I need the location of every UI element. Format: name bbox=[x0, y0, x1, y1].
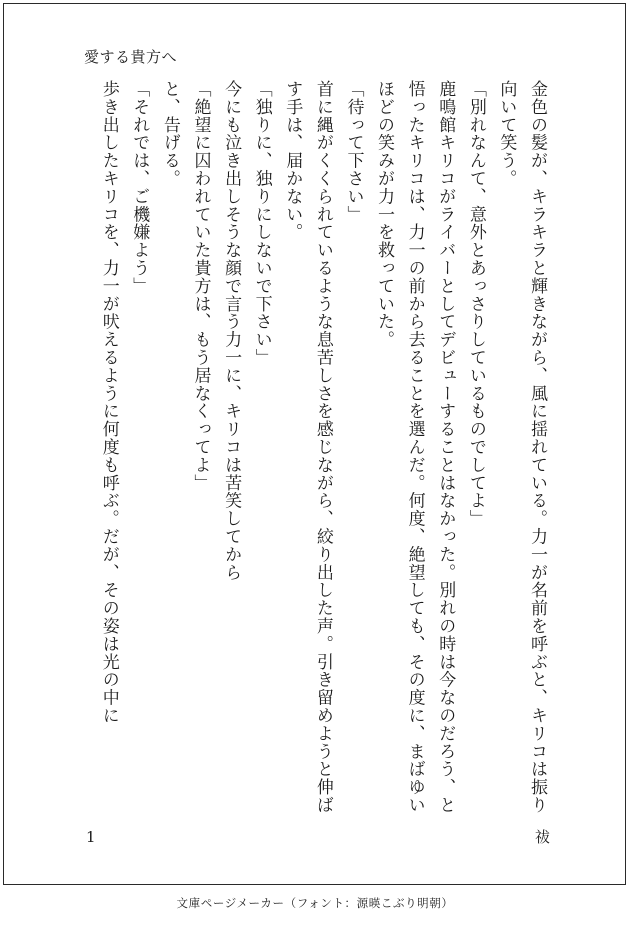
page-number: 1 bbox=[86, 828, 96, 846]
paragraph: 「独りに、独りにしないで下さい」 bbox=[251, 80, 272, 367]
paragraph: 歩き出したキリコを、力一が吠えるように何度も呼ぶ。だが、その姿は光の中に bbox=[98, 80, 119, 725]
paragraph: 金色の髪が、キラキラと輝きながら、風に揺れている。力一が名前を呼ぶと、キリコは振り向いて笑う。 bbox=[496, 80, 547, 814]
paragraph: 首に縄がくくられているような息苦しさを感じながら、絞り出した声。引き留めようと伸ばす手は、届かない。 bbox=[282, 80, 333, 814]
paragraph: 「絶望に囚われていた貴方は、もう居なくってよ」 bbox=[190, 80, 211, 492]
paragraph: 「別れなんて、意外とあっさりしているものでしてよ」 bbox=[465, 80, 486, 528]
book-title: 愛する貴方へ bbox=[84, 48, 178, 66]
paragraph: 今にも泣き出しそうな顔で言う力一に、キリコは苦笑してから bbox=[221, 80, 242, 582]
paragraph: 「それでは、ご機嫌よう」 bbox=[129, 80, 150, 295]
author-name: 祓 bbox=[535, 828, 551, 846]
paragraph: 鹿鳴館キリコがライバーとしてデビューすることはなかった。別れの時は今なのだろう、と悟ったキリコは、力一の前から去ることを選んだ。何度、絶望しても、その度に、まばゆいほどの笑みが力一を救っていた。 bbox=[374, 80, 456, 814]
paragraph: 「待って下さい」 bbox=[343, 80, 364, 224]
vertical-body-text bbox=[78, 80, 552, 818]
paragraph: と、告げる。 bbox=[159, 80, 180, 188]
footer-credit: 文庫ページメーカー（フォント：源暎こぶり明朝） bbox=[176, 896, 454, 910]
